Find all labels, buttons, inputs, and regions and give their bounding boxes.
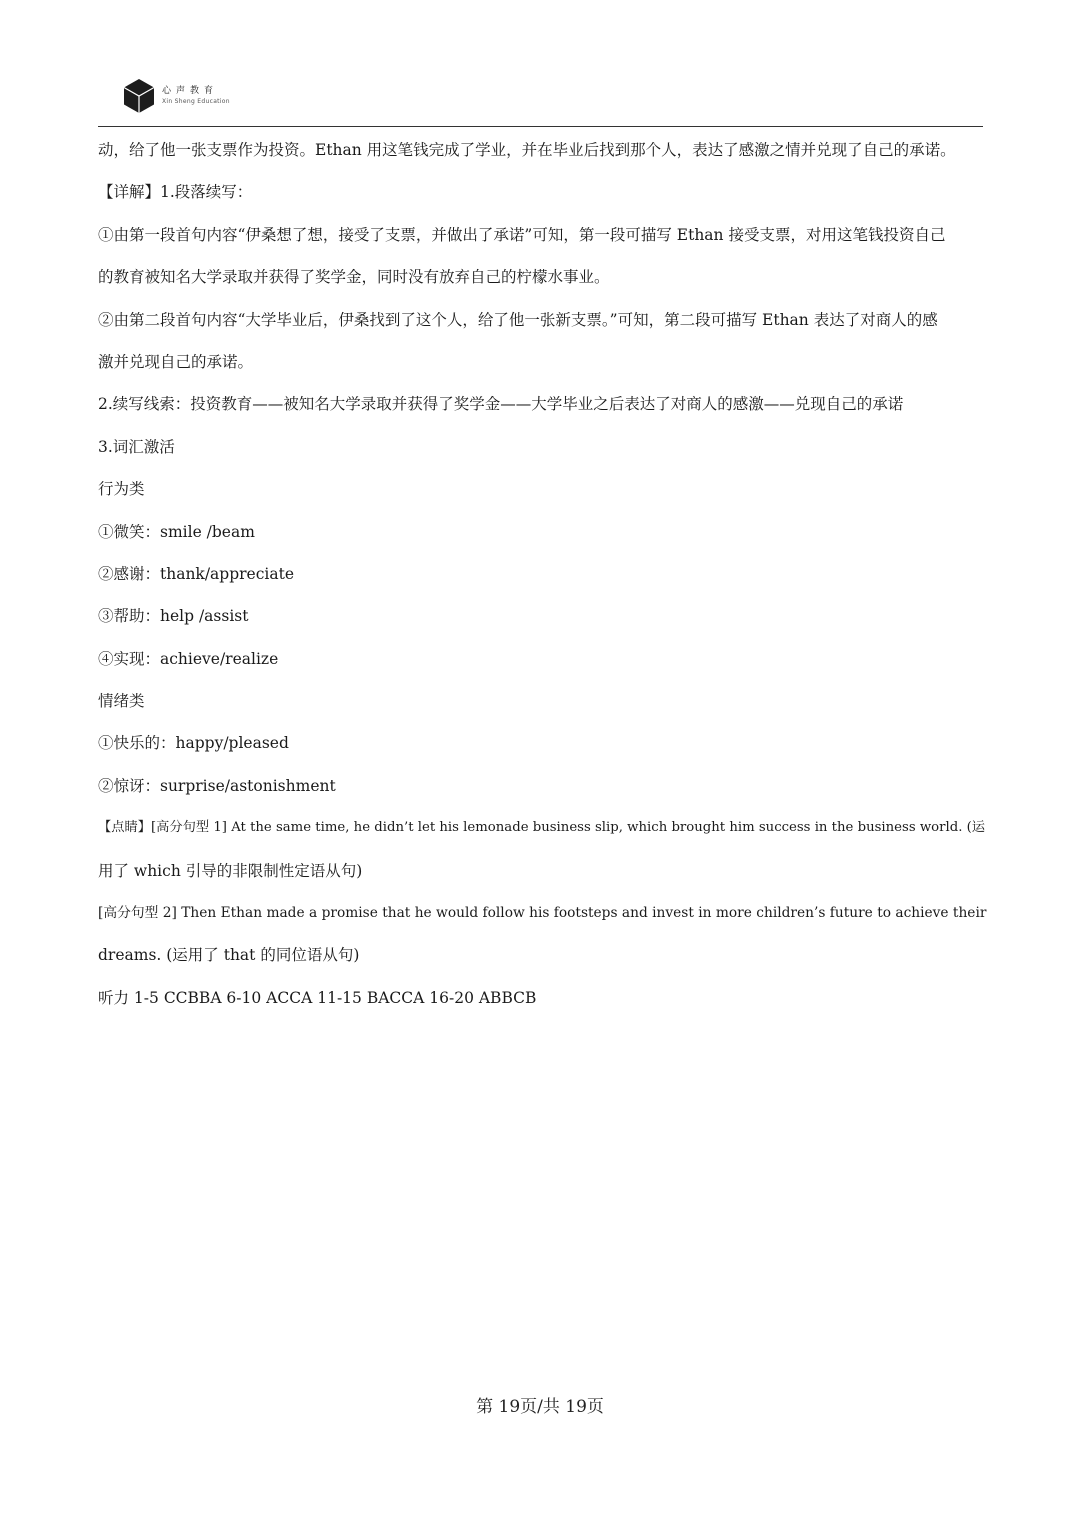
cube-logo-icon (122, 78, 156, 114)
text-line-10: ①微笑：smile /beam (98, 522, 255, 541)
text-line-11: ②感谢：thank/appreciate (98, 564, 294, 583)
text-line-4: 的教育被知名大学录取并获得了奖学金，同时没有放弃自己的柠檬水事业。 (98, 268, 610, 287)
document-body (98, 129, 998, 1019)
logo-chinese-name: 心声教育 (162, 86, 219, 96)
text-line-15: ①快乐的：happy/pleased (98, 734, 289, 753)
text-line-13: ④实现：achieve/realize (98, 649, 279, 668)
header-divider (98, 126, 983, 127)
text-line-6: 激并兑现自己的承诺。 (98, 352, 254, 371)
brand-logo (122, 78, 230, 114)
logo-english-name: Xin Sheng Education (162, 98, 230, 105)
text-line-7: 2.续写线索：投资教育——被知名大学录取并获得了奖学金——大学毕业之后表达了对商人的感激——兑现自己的承诺 (98, 395, 904, 414)
text-line-18: 用了 which 引导的非限制性定语从句) (98, 861, 363, 880)
text-line-12: ③帮助：help /assist (98, 607, 249, 626)
text-line-8: 3.词汇激活 (98, 437, 175, 456)
text-line-3: ①由第一段首句内容“伊桑想了想，接受了支票，并做出了承诺”可知，第一段可描写 Ethan 接受支票，对用这笔钱投资自己 (98, 225, 946, 244)
text-line-20: dreams. (运用了 that 的同位语从句) (98, 946, 360, 965)
text-line-9: 行为类 (98, 480, 145, 499)
text-line-2: 【详解】1.段落续写： (98, 183, 253, 202)
page-number: 第 19页/共 19页 (476, 1397, 604, 1417)
text-line-1: 动，给了他一张支票作为投资。Ethan 用这笔钱完成了学业，并在毕业后找到那个人，表达了感激之情并兑现了自己的承诺。 (98, 141, 956, 159)
text-line-21: 听力 1-5 CCBBA 6-10 ACCA 11-15 BACCA 16-20 ABBCB (98, 988, 537, 1007)
text-line-17: 【点睛】[高分句型 1] At the same time, he didn’t let his lemonade business slip, which brought him success in the business world. (运 (98, 820, 986, 836)
text-line-14: 情绪类 (98, 692, 145, 711)
text-line-16: ②惊讶：surprise/astonishment (98, 776, 336, 795)
text-line-5: ②由第二段首句内容“大学毕业后，伊桑找到了这个人，给了他一张新支票。”可知，第二段可描写 Ethan 表达了对商人的感 (98, 310, 938, 329)
text-line-19: [高分句型 2] Then Ethan made a promise that he would follow his footsteps and invest in more children’s future to achieve their (98, 905, 987, 922)
